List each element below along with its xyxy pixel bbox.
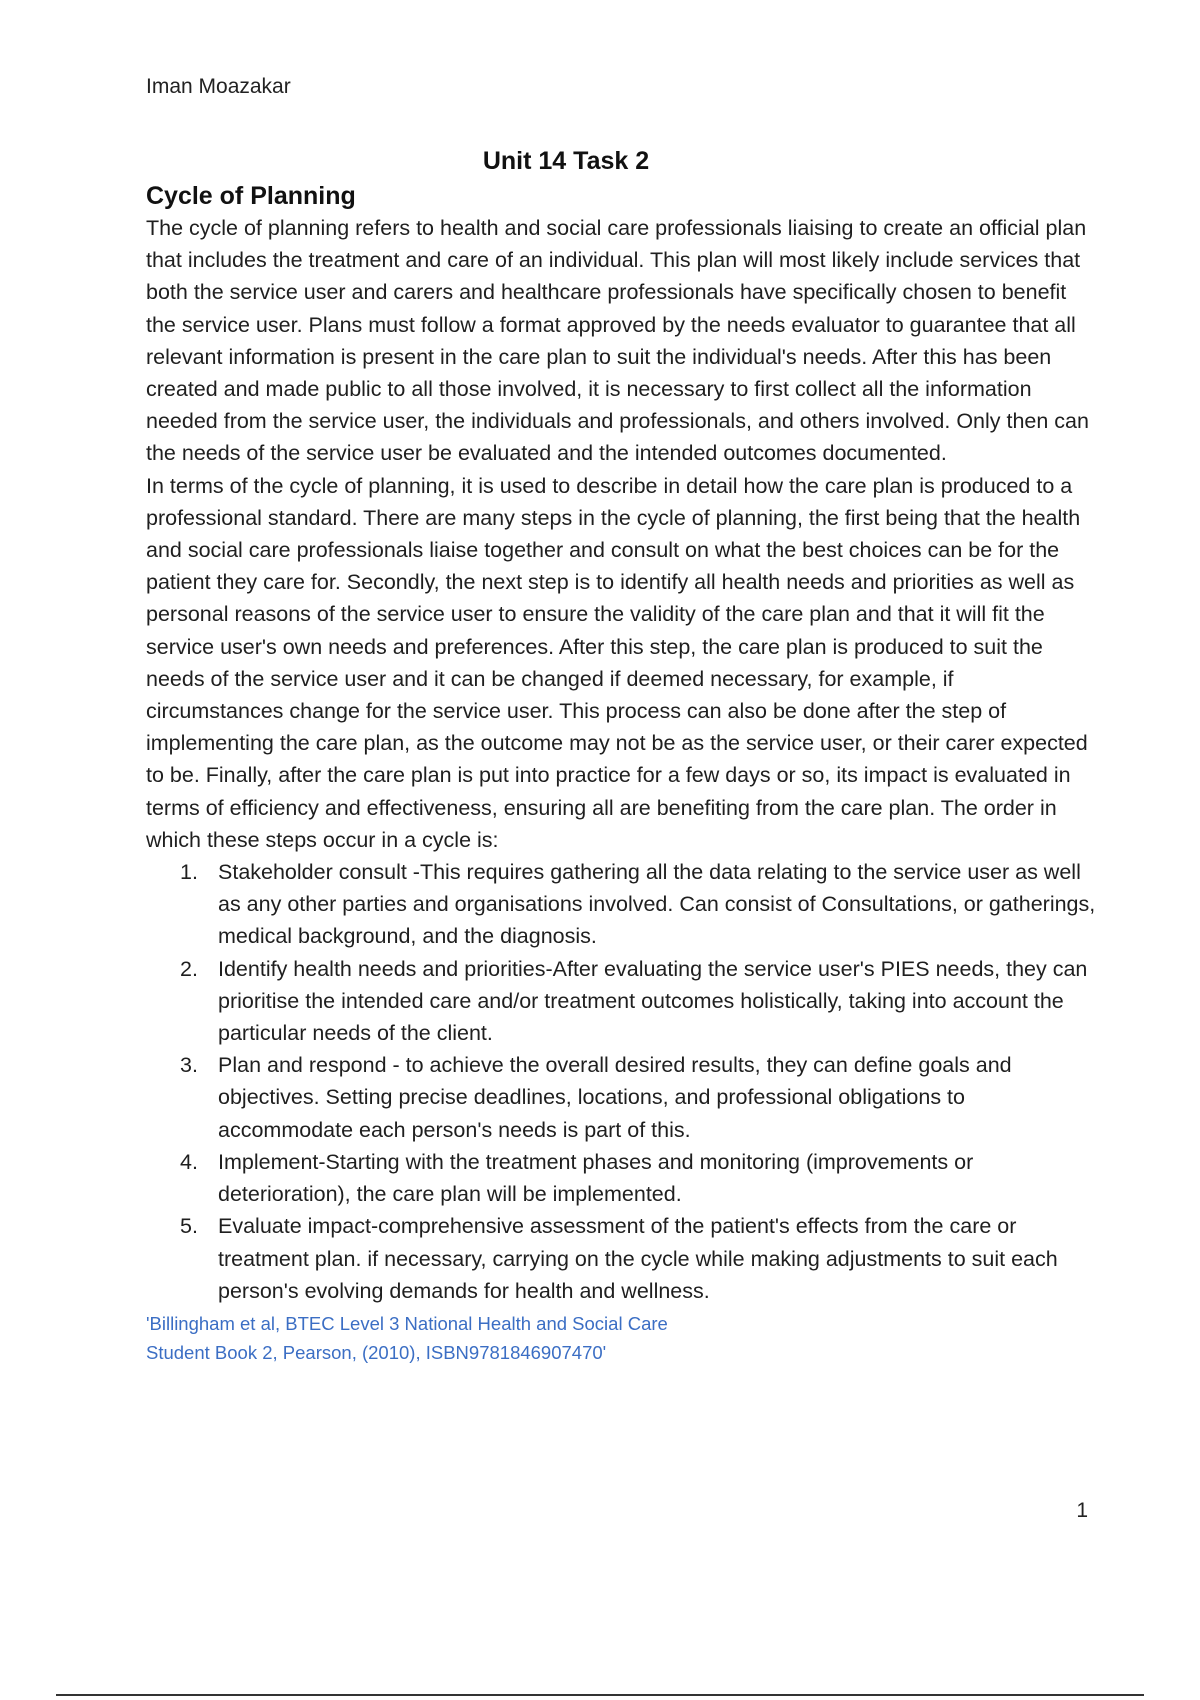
page-number: 1 bbox=[1076, 1499, 1088, 1522]
list-item-text: Evaluate impact-comprehensive assessment of the patient's effects from the care or treatment plan. if necessary, carrying on the cycle while making adjustments to suit each person's evolving demands for health and wellness. bbox=[218, 1214, 1058, 1303]
document-body bbox=[146, 180, 1096, 1367]
list-item-text: Stakeholder consult -This requires gathering all the data relating to the service user as well as any other parties and organisations involved. Can consist of Consultations, or gatherings, medical background, and the diagnosis. bbox=[218, 860, 1096, 949]
paragraph-intro: The cycle of planning refers to health and social care professionals liaising to create an official plan that includes the treatment and care of an individual. This plan will most likely include services that both the service user and carers and healthcare professionals have specifically chosen to benefit the service user. Plans must follow a format approved by the needs evaluator to guarantee that all relevant information is present in the care plan to suit the individual's needs. After this has been created and made public to all those involved, it is necessary to first collect all the information needed from the service user, the individuals and professionals, and others involved. Only then can the needs of the service user be evaluated and the intended outcomes documented. bbox=[146, 216, 1089, 466]
list-item bbox=[146, 856, 1096, 953]
list-item bbox=[146, 1146, 1096, 1210]
list-item-number: 5. bbox=[180, 1214, 198, 1239]
page-title: Unit 14 Task 2 bbox=[482, 147, 650, 175]
list-item-text: Implement-Starting with the treatment phases and monitoring (improvements or deterioration), the care plan will be implemented. bbox=[218, 1149, 974, 1207]
list-item bbox=[146, 1210, 1096, 1307]
list-item-number: 2. bbox=[180, 956, 198, 981]
list-item-text: Identify health needs and priorities-After evaluating the service user's PIES needs, they can prioritise the intended care and/or treatment outcomes holistically, taking into account the particular needs of the client. bbox=[218, 956, 1088, 1046]
list-item bbox=[146, 953, 1096, 1050]
list-item bbox=[146, 1049, 1096, 1146]
list-item-number: 4. bbox=[180, 1149, 198, 1174]
author-name: Iman Moazakar bbox=[146, 75, 291, 98]
steps-list bbox=[146, 856, 1096, 1307]
list-item-number: 3. bbox=[180, 1053, 198, 1078]
citation-line-2: Student Book 2, Pearson, (2010), ISBN9781846907470' bbox=[146, 1341, 607, 1363]
citation bbox=[146, 1309, 1096, 1367]
page-divider bbox=[56, 1694, 1144, 1696]
list-item-text: Plan and respond - to achieve the overall desired results, they can define goals and objectives. Setting precise deadlines, locations, and professional obligations to accommodate each person's needs is part of this. bbox=[218, 1053, 1012, 1142]
paragraph-cycle-steps: In terms of the cycle of planning, it is used to describe in detail how the care plan is produced to a professional standard. There are many steps in the cycle of planning, the first being that the health and social care professionals liaise together and consult on what the best choices can be for the patient they care for. Secondly, the next step is to identify all health needs and priorities as well as personal reasons of the service user to ensure the validity of the care plan and that it will fit the service user's own needs and preferences. After this step, the care plan is produced to suit the needs of the service user and it can be changed if deemed necessary, for example, if circumstances change for the service user. This process can also be done after the step of implementing the care plan, as the outcome may not be as the service user, or their carer expected to be. Finally, after the care plan is put into practice for a few days or so, its impact is evaluated in terms of efficiency and effectiveness, ensuring all are benefiting from the care plan. The order in which these steps occur in a cycle is: bbox=[146, 473, 1088, 852]
section-heading: Cycle of Planning bbox=[146, 182, 356, 210]
citation-line-1: 'Billingham et al, BTEC Level 3 National Health and Social Care bbox=[146, 1312, 668, 1334]
list-item-number: 1. bbox=[180, 860, 198, 885]
